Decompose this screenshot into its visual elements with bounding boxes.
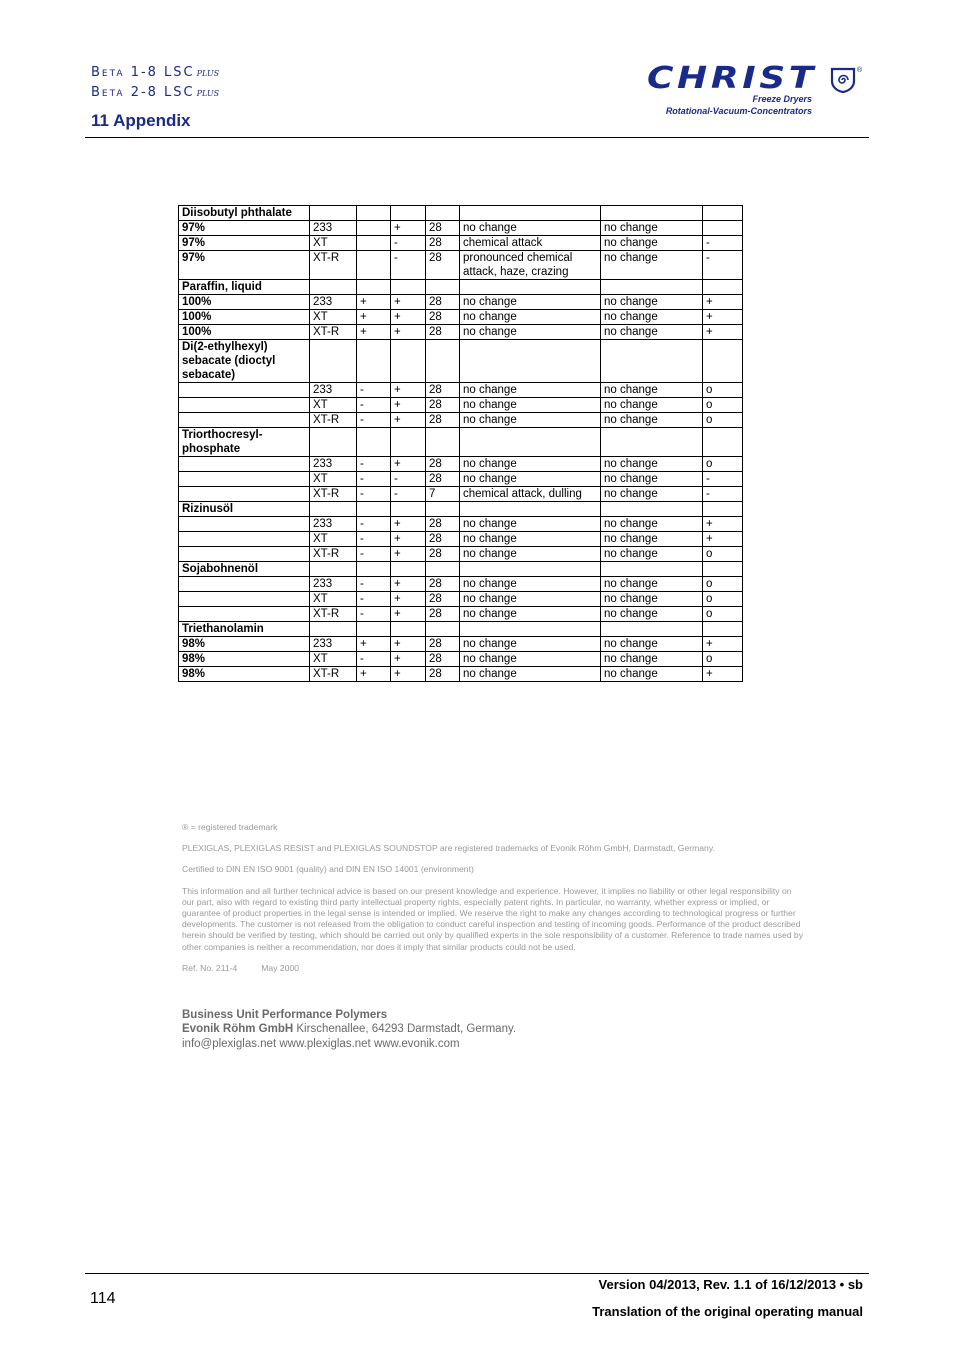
spiral-shield-icon — [830, 67, 856, 93]
table-cell: no change — [460, 383, 601, 398]
table-cell — [310, 502, 357, 517]
table-row — [179, 221, 743, 236]
table-cell: 28 — [426, 517, 460, 532]
table-cell: 28 — [426, 325, 460, 340]
table-group-row — [179, 340, 743, 383]
table-cell — [426, 502, 460, 517]
table-cell: no change — [601, 667, 703, 682]
table-group-row — [179, 428, 743, 457]
table-cell: no change — [460, 472, 601, 487]
ref-date: May 2000 — [261, 962, 300, 973]
certification-note: Certified to DIN EN ISO 9001 (quality) and DIN EN ISO 14001 (environment) — [182, 864, 474, 875]
table-cell: XT — [310, 532, 357, 547]
plexiglas-trademark-note: PLEXIGLAS, PLEXIGLAS RESIST and PLEXIGLAS SOUNDSTOP are registered trademarks of Evonik Röhm GmbH, Darmstadt, Germany. — [182, 843, 715, 854]
table-cell: no change — [460, 667, 601, 682]
reference-line — [182, 963, 804, 974]
table-group-row — [179, 280, 743, 295]
table-cell: XT-R — [310, 607, 357, 622]
table-cell: + — [391, 592, 426, 607]
table-group-row — [179, 562, 743, 577]
registered-mark: ® — [857, 67, 863, 74]
table-cell: + — [703, 310, 743, 325]
section-title: 11 Appendix — [91, 111, 191, 130]
table-cell: o — [703, 457, 743, 472]
business-unit-name: Business Unit Performance Polymers — [182, 1009, 388, 1021]
table-cell: no change — [460, 295, 601, 310]
table-row — [179, 413, 743, 428]
table-cell: 233 — [310, 517, 357, 532]
table-cell: 28 — [426, 413, 460, 428]
table-cell: no change — [601, 221, 703, 236]
table-cell: 28 — [426, 310, 460, 325]
substance-cell — [179, 607, 310, 622]
table-cell — [601, 428, 703, 457]
table-cell: - — [357, 577, 391, 592]
table-cell — [426, 340, 460, 383]
table-cell: 28 — [426, 472, 460, 487]
footer-rule — [85, 1273, 869, 1274]
table-cell: o — [703, 398, 743, 413]
table-cell: + — [357, 637, 391, 652]
table-cell: - — [357, 487, 391, 502]
table-cell: no change — [601, 652, 703, 667]
table-cell: 28 — [426, 457, 460, 472]
table-cell: 28 — [426, 637, 460, 652]
table-cell: no change — [460, 637, 601, 652]
table-cell: - — [703, 487, 743, 502]
table-cell: no change — [601, 251, 703, 280]
company-address: Kirschenallee, 64293 Darmstadt, Germany. — [293, 1023, 517, 1036]
table-row — [179, 667, 743, 682]
table-cell: + — [357, 325, 391, 340]
table-row — [179, 487, 743, 502]
table-cell: no change — [460, 652, 601, 667]
table-cell — [391, 622, 426, 637]
table-cell: - — [357, 398, 391, 413]
table-cell — [391, 562, 426, 577]
substance-cell: Triethanolamin — [179, 622, 310, 637]
table-cell — [703, 340, 743, 383]
table-row — [179, 383, 743, 398]
substance-cell — [179, 532, 310, 547]
table-cell — [391, 502, 426, 517]
table-cell: 7 — [426, 487, 460, 502]
table-cell: XT-R — [310, 667, 357, 682]
table-cell: o — [703, 592, 743, 607]
table-cell: 28 — [426, 592, 460, 607]
model-line-2: Beta 2-8 LSC plus — [91, 85, 220, 100]
table-cell: - — [391, 487, 426, 502]
table-cell: no change — [460, 221, 601, 236]
substance-cell — [179, 383, 310, 398]
table-cell: XT-R — [310, 413, 357, 428]
table-cell — [460, 206, 601, 221]
table-cell — [357, 251, 391, 280]
table-row — [179, 295, 743, 310]
table-cell: no change — [460, 457, 601, 472]
table-cell: + — [703, 637, 743, 652]
table-cell: XT — [310, 592, 357, 607]
table-row — [179, 457, 743, 472]
table-cell: no change — [460, 310, 601, 325]
table-cell: + — [391, 295, 426, 310]
contact-links: info@plexiglas.net www.plexiglas.net www.evonik.com — [182, 1037, 460, 1050]
table-row — [179, 517, 743, 532]
substance-cell — [179, 457, 310, 472]
company-address-line — [182, 1022, 516, 1036]
table-cell — [357, 340, 391, 383]
table-cell — [391, 280, 426, 295]
table-cell — [601, 502, 703, 517]
table-cell: no change — [460, 413, 601, 428]
table-cell: - — [357, 472, 391, 487]
table-cell — [357, 562, 391, 577]
table-cell: + — [357, 295, 391, 310]
table-cell: + — [391, 652, 426, 667]
table-cell — [426, 562, 460, 577]
table-cell: 28 — [426, 547, 460, 562]
table-cell: - — [391, 251, 426, 280]
substance-cell — [179, 472, 310, 487]
table-cell: o — [703, 577, 743, 592]
table-cell — [703, 221, 743, 236]
table-cell: no change — [601, 295, 703, 310]
table-cell — [601, 622, 703, 637]
table-cell: + — [703, 532, 743, 547]
table-cell — [310, 562, 357, 577]
table-cell: 233 — [310, 457, 357, 472]
table-row — [179, 592, 743, 607]
table-cell: 233 — [310, 221, 357, 236]
table-cell — [426, 280, 460, 295]
logo-tagline-concentrators: Rotational-Vacuum-Concentrators — [665, 106, 812, 116]
table-cell — [310, 428, 357, 457]
substance-cell — [179, 517, 310, 532]
table-cell: + — [391, 577, 426, 592]
table-cell: - — [391, 236, 426, 251]
table-cell: no change — [460, 532, 601, 547]
table-cell: XT — [310, 236, 357, 251]
table-cell: 28 — [426, 577, 460, 592]
table-row — [179, 637, 743, 652]
table-cell: 28 — [426, 532, 460, 547]
table-cell — [460, 340, 601, 383]
table-cell: - — [703, 236, 743, 251]
substance-cell: 97% — [179, 221, 310, 236]
table-cell: no change — [601, 607, 703, 622]
table-cell: no change — [460, 325, 601, 340]
table-cell — [601, 562, 703, 577]
substance-cell: Triorthocresyl-phosphate — [179, 428, 310, 457]
table-cell: 28 — [426, 652, 460, 667]
table-cell: no change — [601, 383, 703, 398]
table-cell: no change — [460, 592, 601, 607]
table-cell: XT — [310, 652, 357, 667]
table-cell: + — [391, 637, 426, 652]
legal-notice — [182, 822, 804, 984]
table-cell — [703, 622, 743, 637]
table-cell: 233 — [310, 383, 357, 398]
table-cell — [391, 340, 426, 383]
table-cell — [601, 206, 703, 221]
table-cell — [703, 280, 743, 295]
table-cell: no change — [460, 577, 601, 592]
table-cell: no change — [601, 457, 703, 472]
table-group-row — [179, 622, 743, 637]
table-cell — [460, 622, 601, 637]
table-row — [179, 325, 743, 340]
table-row — [179, 577, 743, 592]
version-info: Version 04/2013, Rev. 1.1 of 16/12/2013 • sb — [598, 1277, 863, 1292]
table-cell: chemical attack, dulling — [460, 487, 601, 502]
table-cell: 28 — [426, 607, 460, 622]
table-cell — [357, 502, 391, 517]
table-cell: no change — [460, 517, 601, 532]
table-row — [179, 532, 743, 547]
model-line-1: Beta 1-8 LSC plus — [91, 65, 220, 80]
table-cell: + — [357, 310, 391, 325]
table-cell: - — [357, 457, 391, 472]
table-cell: o — [703, 383, 743, 398]
chemical-resistance-table — [178, 205, 743, 682]
table-cell — [426, 428, 460, 457]
table-cell: 28 — [426, 236, 460, 251]
table-cell — [310, 340, 357, 383]
table-row — [179, 251, 743, 280]
logo-wordmark: CHRIST — [647, 64, 817, 94]
table-cell: no change — [601, 472, 703, 487]
table-cell — [357, 206, 391, 221]
substance-cell: 100% — [179, 295, 310, 310]
table-cell: XT-R — [310, 251, 357, 280]
substance-cell — [179, 413, 310, 428]
table-cell: + — [391, 310, 426, 325]
table-cell: + — [391, 607, 426, 622]
table-cell: + — [357, 667, 391, 682]
substance-cell: 98% — [179, 667, 310, 682]
table-cell — [460, 502, 601, 517]
table-cell: + — [391, 667, 426, 682]
table-group-row — [179, 502, 743, 517]
substance-cell: Paraffin, liquid — [179, 280, 310, 295]
disclaimer-text: This information and all further technical advice is based on our present knowledge and experience. However, it implies no liability or other legal responsibility on our part, also with regard to existing third party intellectual property rights, especially patent rights. In particular, no warranty, whether express or implied, or guarantee of product properties in the legal sense is intended or implied. We reserve the right to make any changes according to technological progress or further developments. The customer is not released from the obligation to conduct careful inspection and testing of incoming goods. Performance of the product described herein should be verified by testing, which should be carried out only by qualified experts in the sole responsibility of a customer. Reference to trade names used by other companies is neither a recommendation, nor does it imply that similar products could not be used. — [182, 885, 804, 952]
table-cell — [310, 280, 357, 295]
table-cell — [357, 428, 391, 457]
table-cell: no change — [460, 547, 601, 562]
table-cell: no change — [460, 398, 601, 413]
table-cell: + — [391, 532, 426, 547]
table-cell: pronounced chemical attack, haze, crazing — [460, 251, 601, 280]
table-cell: no change — [601, 592, 703, 607]
table-cell: XT-R — [310, 487, 357, 502]
table-row — [179, 547, 743, 562]
table-cell: XT — [310, 310, 357, 325]
translation-note: Translation of the original operating manual — [592, 1304, 863, 1319]
table-cell — [310, 622, 357, 637]
table-cell: 28 — [426, 667, 460, 682]
table-cell — [357, 280, 391, 295]
table-cell — [357, 622, 391, 637]
table-cell: XT — [310, 398, 357, 413]
table-row — [179, 652, 743, 667]
substance-cell — [179, 487, 310, 502]
table-cell — [460, 562, 601, 577]
page-number: 114 — [90, 1290, 116, 1307]
header-rule — [85, 137, 869, 138]
substance-cell: 97% — [179, 236, 310, 251]
table-cell: o — [703, 652, 743, 667]
table-cell: + — [391, 221, 426, 236]
substance-cell — [179, 592, 310, 607]
substance-cell — [179, 547, 310, 562]
substance-cell: 97% — [179, 251, 310, 280]
table-cell — [460, 428, 601, 457]
table-cell: - — [391, 472, 426, 487]
substance-cell — [179, 398, 310, 413]
table-cell: no change — [601, 310, 703, 325]
table-cell: 28 — [426, 398, 460, 413]
table-cell: o — [703, 607, 743, 622]
table-row — [179, 398, 743, 413]
table-cell: no change — [601, 532, 703, 547]
table-cell: o — [703, 547, 743, 562]
table-cell: - — [357, 592, 391, 607]
substance-cell: Diisobutyl phthalate — [179, 206, 310, 221]
table-cell: 233 — [310, 295, 357, 310]
document-header — [91, 62, 219, 131]
trademark-note: ® = registered trademark — [182, 822, 278, 832]
substance-cell: 98% — [179, 637, 310, 652]
table-row — [179, 472, 743, 487]
christ-logo — [643, 64, 868, 120]
table-cell: no change — [601, 413, 703, 428]
table-cell: + — [703, 667, 743, 682]
table-cell: o — [703, 413, 743, 428]
table-cell: + — [703, 325, 743, 340]
table-row — [179, 236, 743, 251]
table-cell — [391, 428, 426, 457]
table-cell: - — [357, 607, 391, 622]
christ-wordmark-graphic — [645, 64, 821, 94]
substance-cell: 100% — [179, 325, 310, 340]
table-cell: - — [357, 532, 391, 547]
table-cell: no change — [601, 637, 703, 652]
substance-cell: 100% — [179, 310, 310, 325]
table-cell: 28 — [426, 221, 460, 236]
substance-cell: Rizinusöl — [179, 502, 310, 517]
table-cell: + — [391, 517, 426, 532]
table-cell: + — [703, 517, 743, 532]
table-cell: - — [357, 383, 391, 398]
table-cell: 28 — [426, 251, 460, 280]
table-cell: no change — [601, 487, 703, 502]
table-cell: no change — [601, 236, 703, 251]
table-cell — [426, 206, 460, 221]
table-cell: no change — [460, 607, 601, 622]
substance-cell: Di(2-ethylhexyl) sebacate (dioctyl sebacate) — [179, 340, 310, 383]
table-cell: - — [357, 413, 391, 428]
table-cell: + — [391, 383, 426, 398]
ref-number: Ref. No. 211-4 — [182, 962, 238, 973]
table-cell — [357, 221, 391, 236]
table-cell: 28 — [426, 295, 460, 310]
substance-cell: Sojabohnenöl — [179, 562, 310, 577]
table-cell: XT-R — [310, 547, 357, 562]
table-cell: XT — [310, 472, 357, 487]
company-name: Evonik Röhm GmbH — [182, 1023, 294, 1036]
table-cell: 233 — [310, 577, 357, 592]
table-row — [179, 607, 743, 622]
substance-cell: 98% — [179, 652, 310, 667]
table-cell: + — [703, 295, 743, 310]
table-cell: no change — [601, 547, 703, 562]
table-cell: 28 — [426, 383, 460, 398]
table-cell — [310, 206, 357, 221]
table-cell — [601, 280, 703, 295]
table-cell: chemical attack — [460, 236, 601, 251]
table-row — [179, 310, 743, 325]
table-cell: - — [357, 652, 391, 667]
logo-tagline-freeze-dryers: Freeze Dryers — [752, 94, 812, 104]
table-group-row — [179, 206, 743, 221]
table-cell: + — [391, 413, 426, 428]
table-cell: - — [703, 472, 743, 487]
table-cell: no change — [601, 517, 703, 532]
table-cell: no change — [601, 398, 703, 413]
table-cell — [460, 280, 601, 295]
table-cell — [426, 622, 460, 637]
table-cell: + — [391, 457, 426, 472]
table-cell: + — [391, 547, 426, 562]
table-cell: XT-R — [310, 325, 357, 340]
business-unit-block — [182, 1008, 516, 1051]
table-cell: + — [391, 325, 426, 340]
table-cell — [391, 206, 426, 221]
table-cell: 233 — [310, 637, 357, 652]
table-cell — [703, 428, 743, 457]
table-cell: - — [357, 517, 391, 532]
table-cell — [703, 206, 743, 221]
table-cell — [703, 502, 743, 517]
table-cell: no change — [601, 577, 703, 592]
table-cell: - — [357, 547, 391, 562]
table-cell — [703, 562, 743, 577]
table-cell — [357, 236, 391, 251]
substance-cell — [179, 577, 310, 592]
table-cell — [601, 340, 703, 383]
table-cell: - — [703, 251, 743, 280]
table-cell: + — [391, 398, 426, 413]
table-cell: no change — [601, 325, 703, 340]
